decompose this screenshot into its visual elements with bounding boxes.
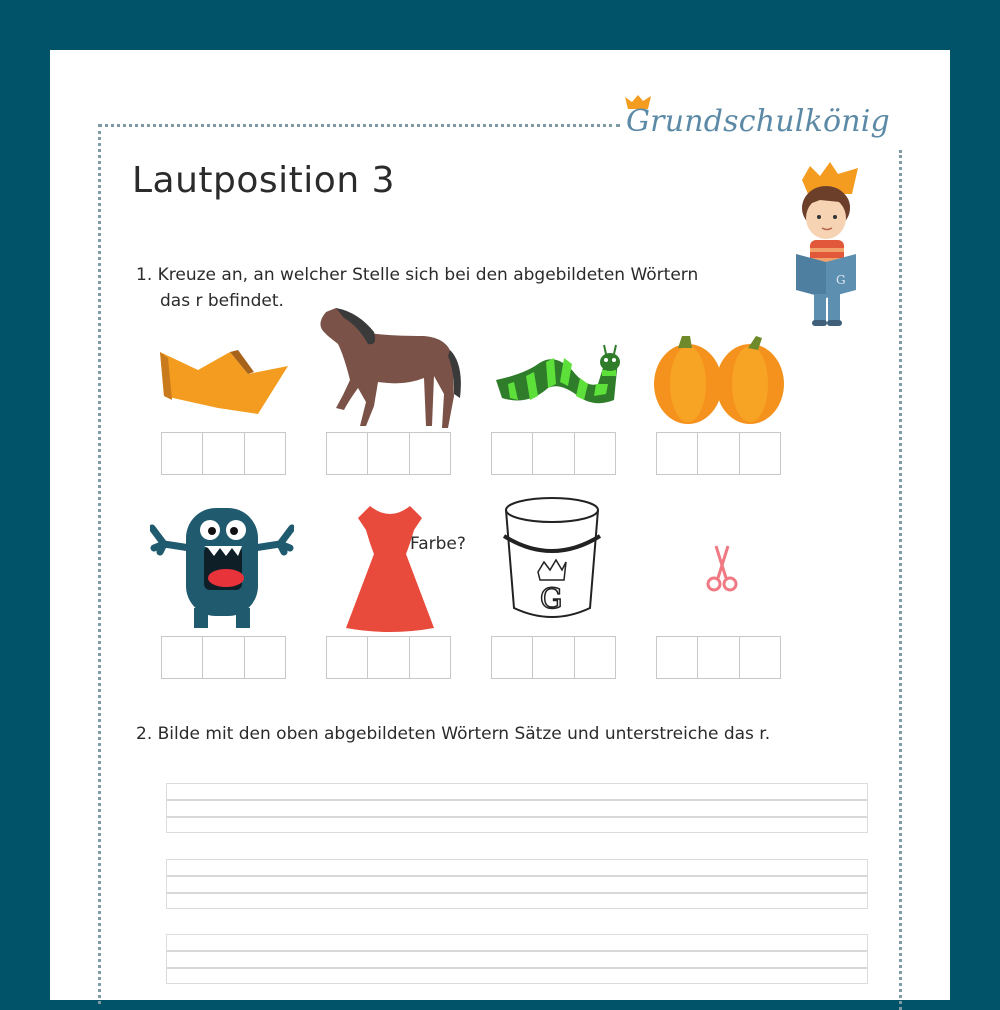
task-2-text: Bilde mit den oben abgebildeten Wörtern Sätze und unterstreiche das r.	[157, 724, 771, 744]
svg-text:G: G	[540, 582, 563, 615]
writing-lines-2[interactable]	[166, 859, 868, 909]
position-box-2[interactable]	[697, 636, 738, 679]
position-box-3[interactable]	[409, 432, 451, 475]
boy-reading-book-icon	[780, 158, 870, 330]
position-box-1[interactable]	[491, 636, 532, 679]
position-box-3[interactable]	[574, 432, 616, 475]
writing-line	[167, 875, 867, 877]
position-box-3[interactable]	[409, 636, 451, 679]
position-box-3[interactable]	[739, 636, 781, 679]
position-box-3[interactable]	[244, 636, 286, 679]
writing-line	[167, 967, 867, 969]
answer-boxes-crown[interactable]	[161, 432, 286, 475]
worm-icon	[494, 344, 620, 410]
position-box-1[interactable]	[326, 636, 367, 679]
position-box-1[interactable]	[491, 432, 532, 475]
answer-boxes-pumpkins[interactable]	[656, 432, 781, 475]
bucket-icon	[500, 496, 604, 624]
horse-icon	[314, 306, 466, 432]
answer-boxes-bucket[interactable]	[491, 636, 616, 679]
dress-icon	[344, 504, 436, 632]
svg-text:G: G	[836, 273, 846, 287]
position-box-2[interactable]	[532, 636, 573, 679]
dotted-border-top	[98, 124, 620, 127]
position-box-2[interactable]	[367, 636, 408, 679]
position-box-3[interactable]	[739, 432, 781, 475]
monster-icon	[150, 504, 294, 632]
position-box-3[interactable]	[244, 432, 286, 475]
task-2-number: 2.	[136, 724, 153, 744]
position-box-1[interactable]	[656, 636, 697, 679]
position-box-2[interactable]	[697, 432, 738, 475]
crown-icon	[158, 348, 290, 420]
writing-line	[167, 892, 867, 894]
answer-boxes-dress[interactable]	[326, 636, 451, 679]
answer-boxes-worm[interactable]	[491, 432, 616, 475]
writing-line	[167, 816, 867, 818]
writing-lines-1[interactable]	[166, 783, 868, 833]
task-1-line2: das r befindet.	[160, 291, 284, 311]
writing-lines-3[interactable]	[166, 934, 868, 984]
position-box-1[interactable]	[161, 432, 202, 475]
pumpkins-icon	[652, 334, 786, 428]
position-box-1[interactable]	[326, 432, 367, 475]
answer-boxes-horse[interactable]	[326, 432, 451, 475]
dotted-border-right	[899, 150, 902, 1010]
position-box-2[interactable]	[532, 432, 573, 475]
task-1-number: 1.	[136, 265, 153, 285]
scissors-icon	[704, 544, 740, 594]
dotted-border-left	[98, 124, 101, 1004]
writing-line	[167, 799, 867, 801]
position-box-3[interactable]	[574, 636, 616, 679]
position-box-2[interactable]	[202, 432, 243, 475]
dress-hint-label: Farbe?	[410, 534, 466, 554]
position-box-2[interactable]	[367, 432, 408, 475]
position-box-1[interactable]	[656, 432, 697, 475]
task-2-instructions	[136, 721, 770, 747]
answer-boxes-scissors[interactable]	[656, 636, 781, 679]
page-title: Lautposition 3	[132, 160, 395, 201]
answer-boxes-monster[interactable]	[161, 636, 286, 679]
writing-line	[167, 950, 867, 952]
position-box-1[interactable]	[161, 636, 202, 679]
brand-logo: Grundschulkönig	[626, 104, 890, 139]
task-1-line1: Kreuze an, an welcher Stelle sich bei den abgebildeten Wörtern	[157, 265, 699, 285]
position-box-2[interactable]	[202, 636, 243, 679]
